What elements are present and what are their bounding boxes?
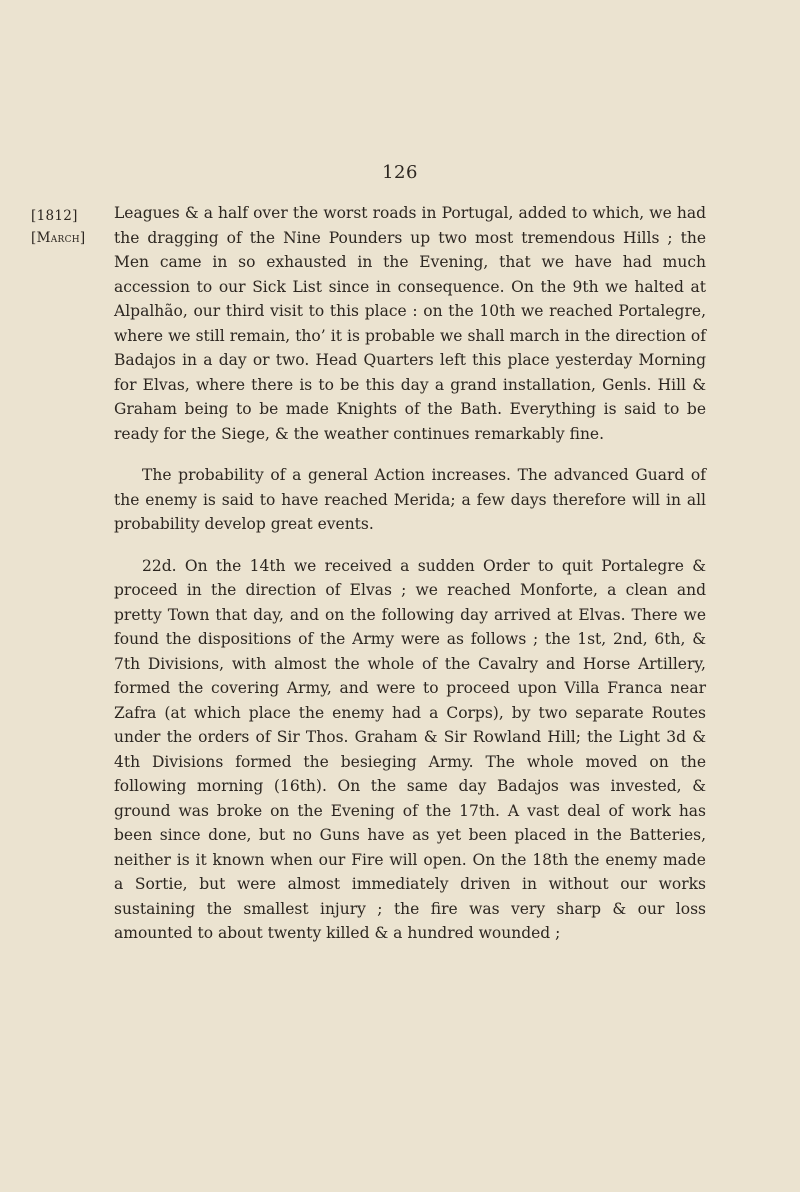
paragraph-2: The probability of a general Action increases. The advanced Guard of the enemy is said to have reached Merida; a few days therefore will in all probability develop great events. [114,466,706,533]
margin-year: [1812] [31,208,78,224]
body-text [114,201,706,946]
page-number: 126 [382,162,418,183]
paragraph-1: Leagues & a half over the worst roads in Portugal, added to which, we had the dragging of the Nine Pounders up two most tremendous Hills ; the Men came in so exhausted in the Evening, that we have had much accession to our Sick List since in consequence. On the 9th we halted at Alpalhão, our third visit to this place : on the 10th we reached Portalegre, where we still remain, tho’ it is probable we shall march in the direction of Badajos in a day or two. Head Quarters left this place yesterday Morning for Elvas, where there is to be this day a grand installation, Genls. Hill & Graham being to be made Knights of the Bath. Everything is said to be ready for the Siege, & the weather continues remarkably fine. [114,204,706,443]
paragraph-3: 22d. On the 14th we received a sudden Order to quit Portalegre & proceed in the direction of Elvas ; we reached Monforte, a clean and pretty Town that day, and on the following day arrived at Elvas. There we found the dispositions of the Army were as follows ; the 1st, 2nd, 6th, & 7th Divisions, with almost the whole of the Cavalry and Horse Artillery, formed the covering Army, and were to proceed upon Villa Franca near Zafra (at which place the enemy had a Corps), by two separate Routes under the orders of Sir Thos. Graham & Sir Rowland Hill; the Light 3d & 4th Divisions formed the besieging Army. The whole moved on the following morning (16th). On the same day Badajos was invested, & ground was broke on the Evening of the 17th. A vast deal of work has been since done, but no Guns have as yet been placed in the Batteries, neither is it known when our Fire will open. On the 18th the enemy made a Sortie, but were almost immediately driven in without our works sustaining the smallest injury ; the fire was very sharp & our loss amounted to about twenty killed & a hundred wounded ; [114,556,706,942]
margin-note [31,205,85,249]
margin-month: [March] [31,230,86,246]
